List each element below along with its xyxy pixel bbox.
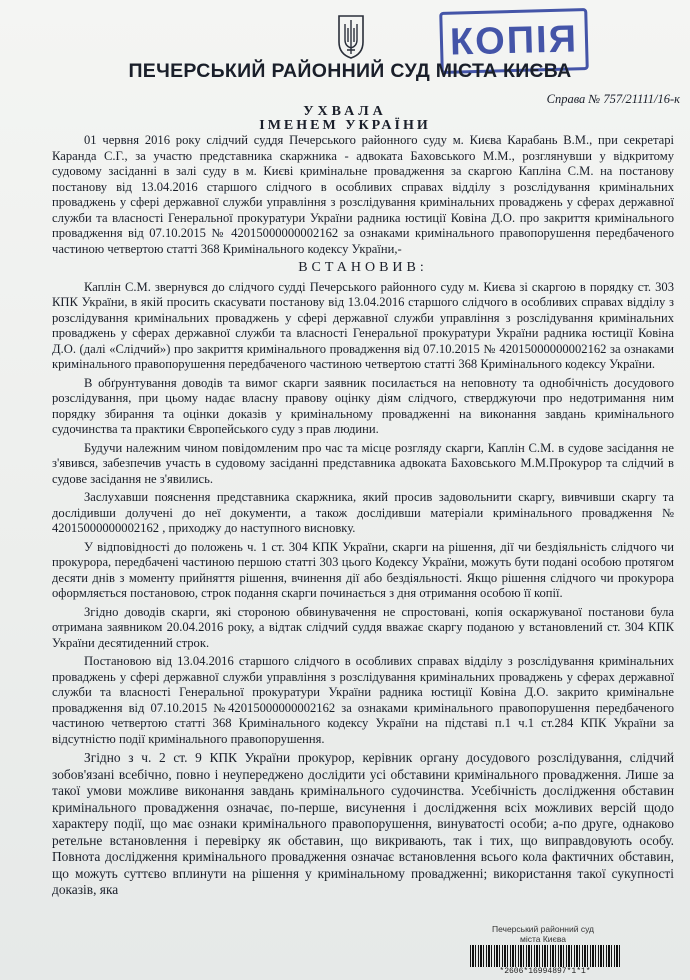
paragraph-complaint: Каплін С.М. звернувся до слідчого судді Печерського районного суду м. Києва зі скаргою в порядку ст. 303 КПК України, в якій просить скасувати постанову від 13.04.2016 старшого слідчого в особливих справах відділу з розслідування кримінальних проваджень у сфері державної служби управління з розслідування кримінальних проваджень у сферах державної служби та власності Генеральної прокуратури України радника юстиції Ковіна Д.О. (далі «Слідчий») про закриття кримінального провадження від 07.10.2015 № 42015000000002162 за ознаками кримінального правопорушення передбаченого частиною четвертою статті 368 Кримінального кодексу України.	[52, 279, 674, 371]
footer-court-line-2: міста Києва	[519, 934, 567, 944]
paragraph-law-9: Згідно з ч. 2 ст. 9 КПК України прокурор, керівник органу досудового розслідування, слідчий зобов'язані всебічно, повно і неупереджено дослідити усі обставини кримінального провадження. Лише за такої умови можливе виконання завдань кримінального судочинства. Усебічність дослідження обставин кримінального провадження означає, по-перше, висунення і дослідження всіх можливих версій щодо характеру події, що має ознаки кримінального правопорушення, винуватості особи; а-по друге, однаково ретельне встановлення і перевірку як обставин, що викривають, так і тих, що виправдовують особу. Повнота дослідження кримінального провадження означає встановлення всього кола фактичних обставин, що можуть суттєво вплинути на рішення у кримінальному провадженні; використання такої сукупності доказів, яка	[52, 750, 674, 897]
ruling-subheading: ІМЕНЕМ УКРАЇНИ	[259, 118, 431, 133]
barcode-number: *2606*16994897*1*1*	[499, 967, 591, 976]
paragraph-intro: 01 червня 2016 року слідчий суддя Печерського районного суду м. Києва Карабань В.М., при секретарі Каранда С.Г., за участю представника скаржника - адвоката Баховського М.М., розглянувши у відкритому судовому засіданні в залі суду в м. Києві кримінальне провадження за скаргою Капліна С.М. на постанову постанову від 13.04.2016 старшого слідчого в особливих справах відділу з розслідування кримінальних проваджень у сфері державної служби управління з розслідування кримінальних проваджень у сферах державної служби та власності Генеральної прокуратури України радника юстиції Ковіна Д.О. про закриття кримінального провадження від 07.10.2015 № 42015000000002162 за ознаками кримінального правопорушення передбаченого частиною четвертою статті 368 Кримінального кодексу України,-	[52, 133, 674, 256]
paragraph-law-304: У відповідності до положень ч. 1 ст. 304 КПК України, скарги на рішення, дії чи бездіяльність слідчого чи прокурора, передбачені частиною першою статті 303 цього Кодексу України, можуть бути подані особою протягом десяти днів з моменту прийняття рішення, вчинення дії або бездіяльності. Якщо рішення слідчого чи прокурора оформляється постановою, строк подання скарги починається з дня отримання особою її копії.	[52, 539, 674, 600]
paragraph-resolution: Постановою від 13.04.2016 старшого слідчого в особливих справах відділу з розслідування кримінальних проваджень у сфері державної служби управління з розслідування кримінальних проваджень у сферах державної служби та власності Генеральної прокуратури України радника юстиції Ковіна Д.О. закрито кримінальне провадження від 07.10.2015 №42015000000002162 за ознаками кримінального правопорушення передбаченого частиною четвертою статті 368 Кримінального кодексу України на підставі п.1 ч.1 ст.284 КПК України за відсутністю події кримінального правопорушення.	[52, 654, 674, 746]
case-number: Справа № 757/21111/16-к	[546, 92, 680, 106]
ruling-body	[52, 133, 674, 902]
paragraph-grounds: В обґрунтування доводів та вимог скарги заявник посилається на неповноту та однобічність досудового розслідування, при цьому надає власну правову оцінку діям слідчого, стверджуючи про недотримання ним порядку збирання та оцінки доказів у кримінальному провадженні на виконання завдань кримінального судочинства та практики Європейського суду з прав людини.	[52, 375, 674, 436]
court-title: ПЕЧЕРСЬКИЙ РАЙОННИЙ СУД МІСТА КИЄВА	[128, 60, 572, 82]
barcode	[470, 945, 620, 967]
paragraph-hearing: Будучи належним чином повідомленим про час та місце розгляду скарги, Каплін С.М. в судове засідання не з'явився, забезпечив участь в судовому засіданні представника адвоката Баховського М.М.Прокурор та слідчий в судове засідання не з'явились.	[52, 440, 674, 486]
paragraph-hearing-results: Заслухавши пояснення представника скаржника, який просив задовольнити скаргу, вивчивши скаргу та дослідивши долучені до неї документи, а також дослідивши матеріали кримінального провадження № 42015000000002162 , приходжу до наступного висновку.	[52, 490, 674, 535]
paragraph-deadline: Згідно доводів скарги, які стороною обвинувачення не спростовані, копія оскаржуваної постанови була отримана заявником 20.04.2016 року, а відтак слідчий суддя вважає скаргу поданою у встановлений ст. 304 КПК України десятиденний строк.	[52, 604, 674, 650]
established-heading: ВСТАНОВИВ:	[298, 260, 428, 275]
footer-court-line-1: Печерський районний суд	[491, 924, 595, 934]
coat-of-arms-icon	[336, 12, 366, 60]
ruling-heading: УХВАЛА	[303, 104, 387, 119]
footer-court-stamp	[468, 924, 618, 944]
copy-stamp: КОПІЯ	[439, 8, 589, 74]
